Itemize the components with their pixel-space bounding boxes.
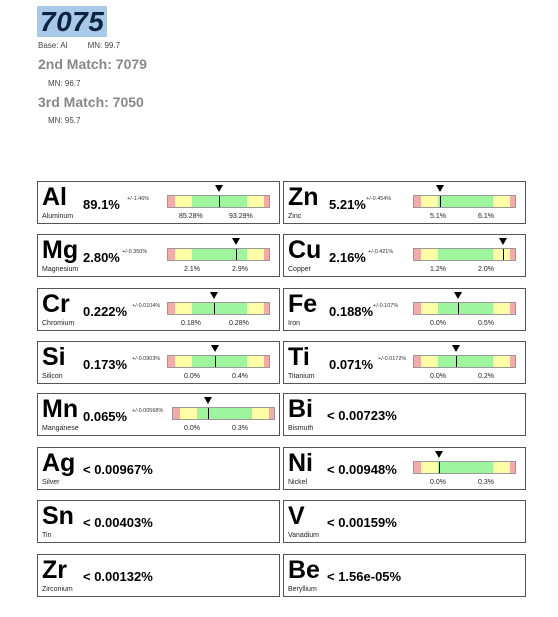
value-pointer-icon (435, 451, 443, 458)
element-symbol: Zr (42, 556, 67, 584)
element-card-bi (283, 393, 526, 436)
element-tolerance: +/-0.350% (122, 249, 148, 255)
range-low: 2.1% (184, 266, 200, 273)
value-marker (458, 303, 459, 314)
element-name: Aluminum (42, 213, 74, 220)
element-symbol: Sn (42, 502, 74, 530)
element-name: Beryllium (288, 586, 317, 593)
element-name: Magnesium (42, 266, 79, 273)
element-detection-limit: < 0.00723% (327, 408, 397, 423)
element-tolerance: +/-0.0172% (378, 356, 407, 362)
range-high: 0.4% (232, 373, 248, 380)
element-name: Nickel (288, 479, 308, 486)
value-pointer-icon (454, 292, 462, 299)
alloy-title: 7075 (37, 6, 107, 37)
element-tolerance: +/-0.454% (366, 196, 392, 202)
element-name: Chromium (42, 320, 75, 327)
element-tolerance: +/-0.00568% (132, 408, 164, 414)
element-card-cu (283, 234, 526, 277)
range-high: 0.28% (229, 320, 249, 327)
value-marker (503, 249, 504, 260)
range-high: 0.3% (478, 479, 494, 486)
element-name: Bismuth (288, 425, 314, 432)
value-pointer-icon (215, 185, 223, 192)
range-bar (413, 302, 516, 315)
range-bar (413, 355, 516, 368)
element-name: Tin (42, 532, 52, 539)
element-tolerance: +/-0.0903% (132, 356, 161, 362)
element-name: Copper (288, 266, 311, 273)
range-low: 85.28% (179, 213, 203, 220)
element-card-v (283, 500, 526, 543)
value-pointer-icon (436, 185, 444, 192)
value-marker (215, 356, 216, 367)
element-name: Titanium (288, 373, 315, 380)
element-detection-limit: < 0.00967% (83, 462, 153, 477)
element-card-si (37, 341, 280, 384)
second-match-mn: MN: 96.7 (48, 79, 81, 88)
value-marker (440, 196, 441, 207)
range-bar (167, 302, 270, 315)
range-high: 0.2% (478, 373, 494, 380)
base-label: Base: Al (38, 41, 68, 50)
element-tolerance: +/-1.46% (127, 196, 150, 202)
range-low: 0.0% (184, 425, 200, 432)
range-low: 0.0% (430, 479, 446, 486)
range-low: 0.0% (430, 373, 446, 380)
element-detection-limit: < 0.00132% (83, 569, 153, 584)
element-name: Zirconium (42, 586, 73, 593)
third-match-title: 3rd Match: 7050 (38, 94, 144, 110)
element-card-zn (283, 181, 526, 224)
element-card-ni (283, 447, 526, 490)
element-name: Manganese (42, 425, 79, 432)
element-card-ag (37, 447, 280, 490)
value-marker (439, 462, 440, 473)
value-marker (456, 356, 457, 367)
range-bar (413, 195, 516, 208)
element-name: Silicon (42, 373, 63, 380)
element-symbol: Be (288, 556, 320, 584)
element-card-mg (37, 234, 280, 277)
element-name: Vanadium (288, 532, 320, 539)
element-percent: 0.065% (83, 409, 128, 424)
element-card-sn (37, 500, 280, 543)
range-low: 0.0% (184, 373, 200, 380)
third-match-mn: MN: 95.7 (48, 116, 81, 125)
element-card-cr (37, 288, 280, 331)
element-symbol: Ni (288, 449, 313, 477)
element-card-zr (37, 554, 280, 597)
second-match-title: 2nd Match: 7079 (38, 56, 147, 72)
element-symbol: Ti (288, 343, 310, 371)
element-symbol: Bi (288, 395, 313, 423)
range-high: 6.1% (478, 213, 494, 220)
element-card-ti (283, 341, 526, 384)
element-detection-limit: < 0.00948% (327, 462, 397, 477)
element-symbol: Cr (42, 290, 70, 318)
mn-label: MN: 99.7 (87, 41, 121, 50)
value-marker (214, 303, 215, 314)
element-percent: 0.222% (83, 304, 128, 319)
range-bar (167, 195, 270, 208)
element-percent: 2.16% (329, 250, 366, 265)
value-marker (208, 408, 209, 419)
range-high: 0.5% (478, 320, 494, 327)
value-pointer-icon (232, 238, 240, 245)
element-symbol: Si (42, 343, 66, 371)
range-high: 2.9% (232, 266, 248, 273)
element-name: Silver (42, 479, 60, 486)
element-percent: 5.21% (329, 197, 366, 212)
value-pointer-icon (452, 345, 460, 352)
element-percent: 0.188% (329, 304, 374, 319)
value-pointer-icon (210, 292, 218, 299)
element-name: Zinc (288, 213, 302, 220)
element-card-be (283, 554, 526, 597)
range-low: 0.18% (181, 320, 201, 327)
range-low: 1.2% (430, 266, 446, 273)
element-symbol: Cu (288, 236, 322, 264)
match-meta (38, 41, 138, 50)
range-low: 5.1% (430, 213, 446, 220)
element-tolerance: +/-0.0104% (132, 303, 161, 309)
element-card-fe (283, 288, 526, 331)
element-symbol: Fe (288, 290, 318, 318)
range-bar (167, 248, 270, 261)
element-percent: 2.80% (83, 250, 120, 265)
element-symbol: Mn (42, 395, 79, 423)
range-bar (413, 461, 516, 474)
range-bar (172, 407, 275, 420)
element-name: Iron (288, 320, 301, 327)
element-card-al (37, 181, 280, 224)
value-marker (236, 249, 237, 260)
range-high: 93.29% (229, 213, 253, 220)
element-percent: 0.071% (329, 357, 374, 372)
element-percent: 0.173% (83, 357, 128, 372)
element-detection-limit: < 1.56e-05% (327, 569, 402, 584)
range-low: 0.0% (430, 320, 446, 327)
element-symbol: Ag (42, 449, 76, 477)
value-pointer-icon (499, 238, 507, 245)
element-tolerance: +/-0.107% (373, 303, 399, 309)
element-symbol: Al (42, 183, 67, 211)
value-pointer-icon (211, 345, 219, 352)
element-symbol: Mg (42, 236, 79, 264)
element-symbol: V (288, 502, 305, 530)
range-bar (167, 355, 270, 368)
value-pointer-icon (204, 397, 212, 404)
element-card-mn (37, 393, 280, 436)
value-marker (219, 196, 220, 207)
element-percent: 89.1% (83, 197, 120, 212)
range-bar (413, 248, 516, 261)
range-high: 2.0% (478, 266, 494, 273)
element-symbol: Zn (288, 183, 319, 211)
element-tolerance: +/-0.421% (368, 249, 394, 255)
element-detection-limit: < 0.00403% (83, 515, 153, 530)
element-detection-limit: < 0.00159% (327, 515, 397, 530)
range-high: 0.3% (232, 425, 248, 432)
